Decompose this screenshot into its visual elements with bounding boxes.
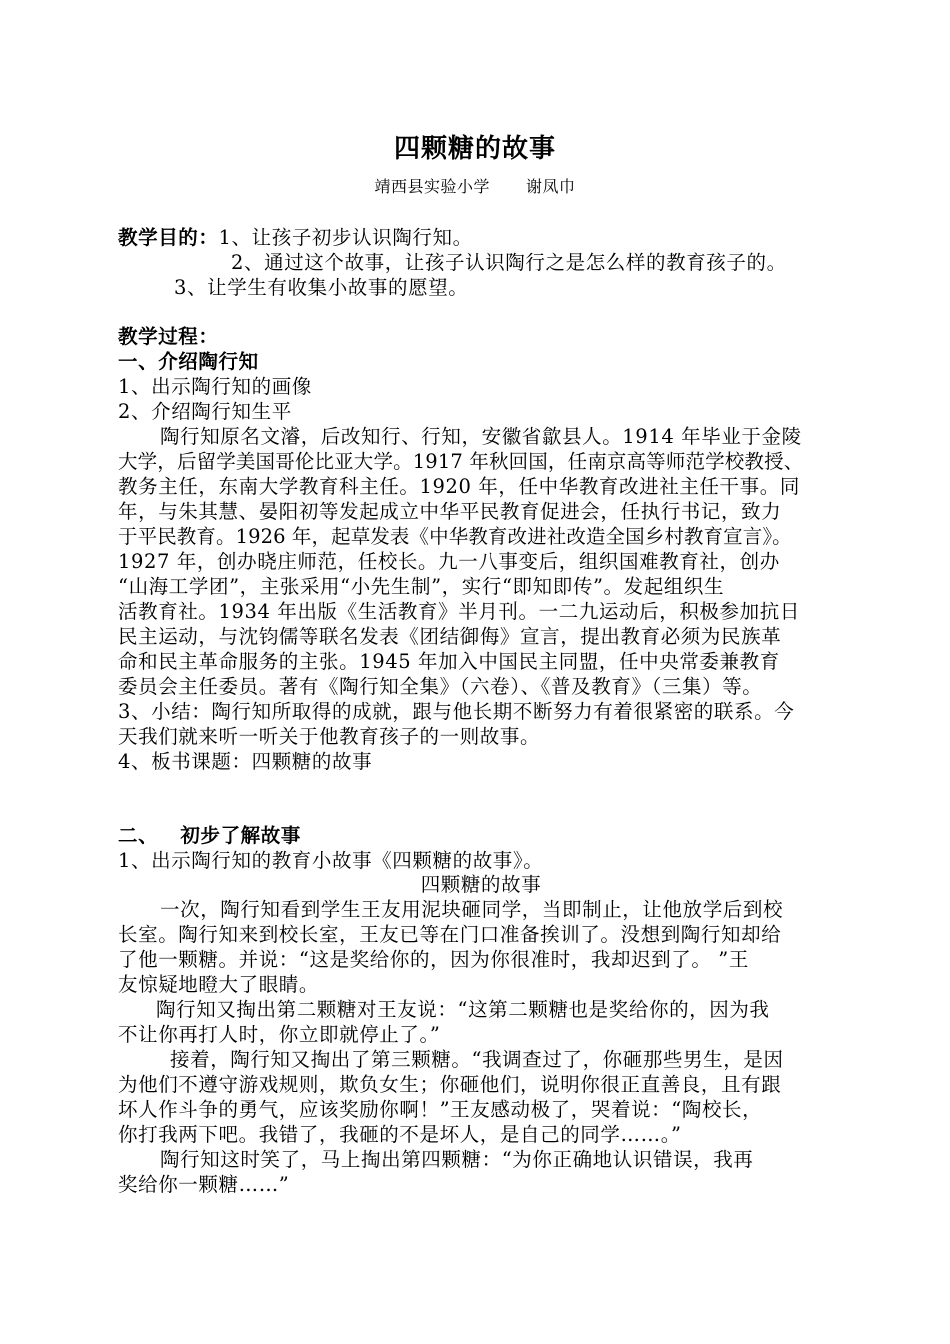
- objective-item: 3、让学生有收集小故事的愿望。: [174, 276, 469, 299]
- bio-line: 陶行知原名文濬，后改知行、行知，安徽省歙县人。1914 年毕业于金陵: [160, 425, 802, 448]
- story-line: 了他一颗糖。并说：“这是奖给你的，因为你很准时，我却迟到了。 ”王: [118, 948, 749, 971]
- story-line: 陶行知又掏出第二颗糖对王友说：“这第二颗糖也是奖给你的，因为我: [156, 998, 770, 1021]
- objectives-label: 教学目的：: [118, 226, 219, 249]
- process-label: 教学过程：: [118, 325, 219, 348]
- story-line: 长室。陶行知来到校长室，王友已等在门口准备挨训了。没想到陶行知却给: [118, 923, 782, 946]
- summary-line: 天我们就来听一听关于他教育孩子的一则故事。: [118, 725, 541, 748]
- story-line: 陶行知这时笑了，马上掏出第四颗糖：“为你正确地认识错误，我再: [160, 1148, 754, 1171]
- story-line: 你打我两下吧。我错了，我砸的不是坏人，是自己的同学……。”: [118, 1123, 682, 1146]
- objective-item: 1、让孩子初步认识陶行知。: [218, 226, 473, 249]
- bio-line: “山海工学团”，主张采用“小先生制”，实行“即知即传”。发起组织生: [118, 575, 725, 598]
- story-title: 四颗糖的故事: [420, 873, 542, 896]
- section-heading: 二、 初步了解故事: [118, 824, 301, 847]
- bio-line: 民主运动，与沈钧儒等联名发表《团结御侮》宣言，提出教育必须为民族革: [118, 625, 782, 648]
- bio-line: 年，与朱其慧、晏阳初等发起成立中华平民教育促进会，任执行书记，致力: [118, 500, 782, 523]
- bio-line: 于平民教育。1926 年，起草发表《中华教育改进社改造全国乡村教育宣言》。: [118, 525, 792, 548]
- objectives-line-1: [118, 225, 473, 250]
- bio-line: 1927 年，创办晓庄师范，任校长。九一八事变后，组织国难教育社，创办: [118, 550, 780, 573]
- page-title: 四颗糖的故事: [393, 134, 556, 164]
- story-line: 一次，陶行知看到学生王友用泥块砸同学，当即制止，让他放学后到校: [160, 898, 784, 921]
- story-line: 奖给你一颗糖……”: [118, 1173, 290, 1196]
- author-name: 谢凤巾: [526, 177, 576, 196]
- step-text: 1、出示陶行知的教育小故事《四颗糖的故事》。: [118, 849, 544, 872]
- story-line: 为他们不遵守游戏规则，欺负女生；你砸他们，说明你很正直善良，且有跟: [118, 1073, 782, 1096]
- step-text: 1、出示陶行知的画像: [118, 375, 312, 398]
- section-heading: 一、介绍陶行知: [118, 350, 259, 373]
- bio-line: 活教育社。1934 年出版《生活教育》半月刊。一二九运动后，积极参加抗日: [118, 600, 800, 623]
- author-line: [0, 176, 950, 198]
- bio-line: 大学，后留学美国哥伦比亚大学。1917 年秋回国，任南京高等师范学校教授、: [118, 450, 804, 473]
- story-line: 友惊疑地瞪大了眼睛。: [118, 973, 320, 996]
- bio-line: 委员会主任委员。著有《陶行知全集》（六卷）、《普及教育》（三集）等。: [118, 675, 763, 698]
- story-line: 不让你再打人时，你立即就停止了。”: [118, 1023, 441, 1046]
- step-text: 2、介绍陶行知生平: [118, 400, 292, 423]
- bio-line: 命和民主革命服务的主张。1945 年加入中国民主同盟，任中央常委兼教育: [118, 650, 780, 673]
- step-text: 4、板书课题：四颗糖的故事: [118, 750, 373, 773]
- story-line: 接着，陶行知又掏出了第三颗糖。“我调查过了，你砸那些男生，是因: [170, 1048, 784, 1071]
- story-line: 坏人作斗争的勇气，应该奖励你啊！”王友感动极了，哭着说：“陶校长，: [118, 1098, 763, 1121]
- author-school: 靖西县实验小学: [374, 177, 490, 196]
- bio-line: 教务主任，东南大学教育科主任。1920 年，任中华教育改进社主任干事。同: [118, 475, 800, 498]
- objective-item: 2、通过这个故事，让孩子认识陶行之是怎么样的教育孩子的。: [231, 251, 787, 274]
- summary-line: 3、小结：陶行知所取得的成就，跟与他长期不断努力有着很紧密的联系。今: [118, 700, 795, 723]
